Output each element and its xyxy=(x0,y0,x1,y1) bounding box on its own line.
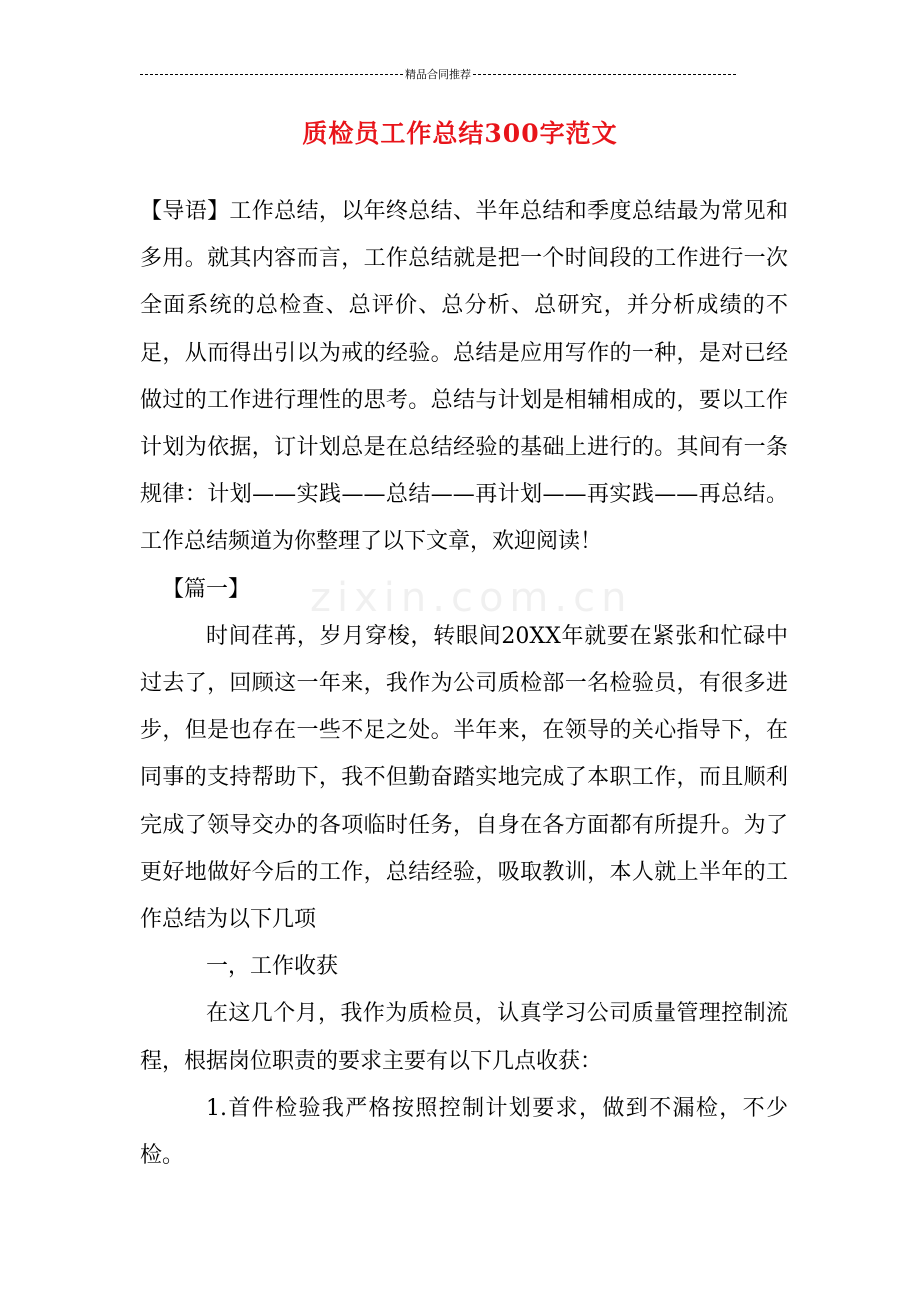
section-heading-work-gains: 一，工作收获 xyxy=(206,954,339,980)
header-dash-right xyxy=(473,74,736,75)
section-heading-part-one: 【篇一】 xyxy=(162,576,251,602)
paragraph-gains-intro: 在这几个月，我作为质检员，认真学习公司质量管理控制流程，根据岗位职责的要求主要有以下几点收获： xyxy=(140,1001,788,1074)
paragraph-review: 时间荏苒，岁月穿梭，转眼间20XX年就要在紧张和忙碌中过去了，回顾这一年来，我作为公司质检部一名检验员，有很多进步，但是也存在一些不足之处。半年来，在领导的关心指导下，在同事的支持帮助下，我不但勤奋踏实地完成了本职工作，而且顺利完成了领导交办的各项临时任务，自身在各方面都有所提升。为了更好地做好今后的工作，总结经验，吸取教训，本人就上半年的工作总结为以下几项 xyxy=(140,623,788,933)
watermark: zixin.com.cn xyxy=(310,575,633,621)
document-title: 质检员工作总结300字范文 xyxy=(302,119,618,148)
paragraph-intro: 【导语】工作总结，以年终总结、半年总结和季度总结最为常见和多用。就其内容而言，工作总结就是把一个时间段的工作进行一次全面系统的总检查、总评价、总分析、总研究，并分析成绩的不足，从而得出引以为戒的经验。总结是应用写作的一种，是对已经做过的工作进行理性的思考。总结与计划是相辅相成的，要以工作计划为依据，订计划总是在总结经验的基础上进行的。其间有一条规律：计划——实践——总结——再计划——再实践——再总结。工作总结频道为你整理了以下文章，欢迎阅读！ xyxy=(140,199,788,555)
header-dash-left xyxy=(140,74,403,75)
list-item-first-inspection: 1.首件检验我严格按照控制计划要求，做到不漏检，不少检。 xyxy=(140,1095,788,1169)
header-label: 精品合同推荐 xyxy=(405,68,471,81)
document-body xyxy=(140,188,788,1179)
page-header xyxy=(140,66,736,82)
